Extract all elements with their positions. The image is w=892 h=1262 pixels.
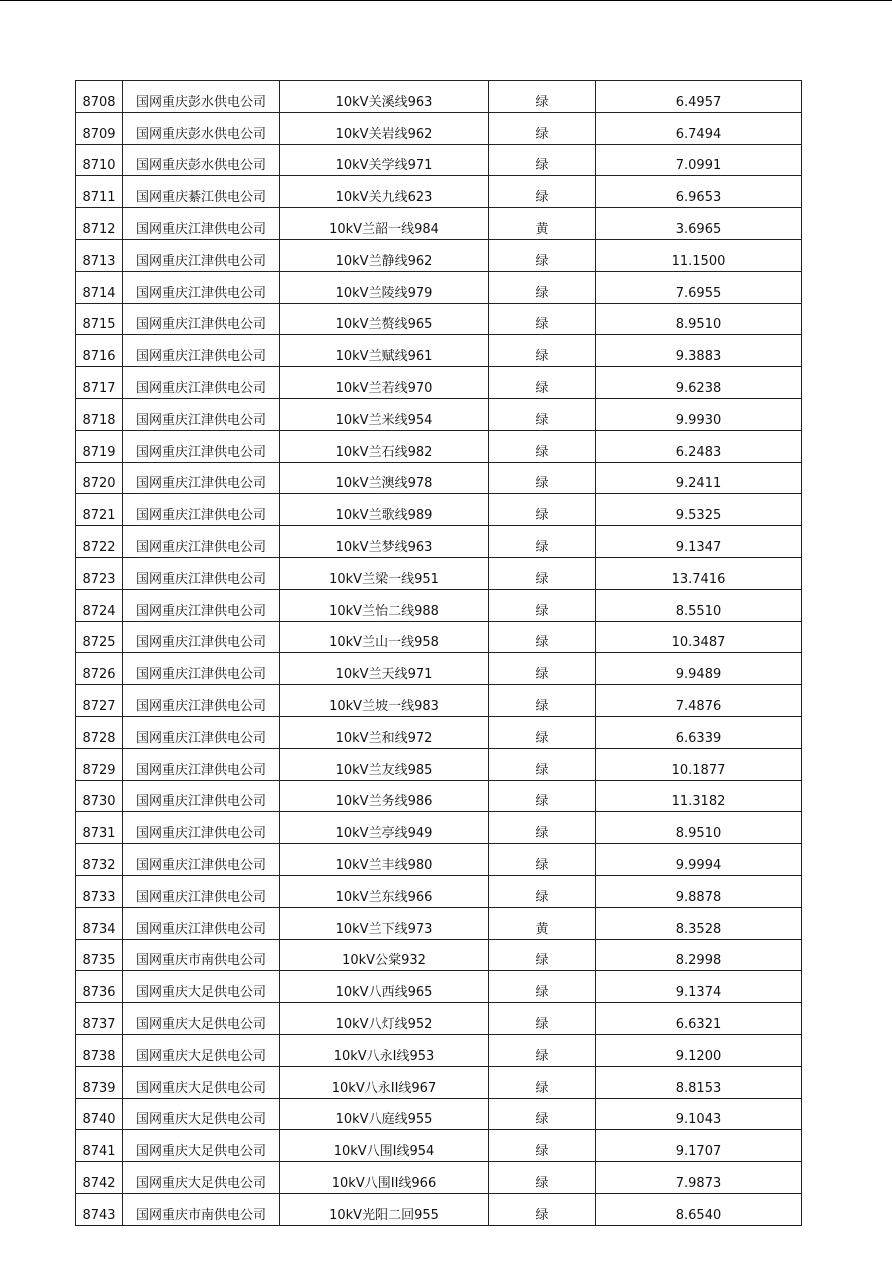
cell-number: 8732: [76, 844, 123, 876]
cell-company: 国网重庆江津供电公司: [123, 685, 280, 717]
cell-status: 绿: [489, 81, 596, 113]
cell-number: 8723: [76, 557, 123, 589]
cell-line-name: 10kV兰石线982: [280, 430, 489, 462]
cell-value: 8.6540: [596, 1193, 802, 1225]
cell-line-name: 10kV兰梁一线951: [280, 557, 489, 589]
cell-status: 绿: [489, 1098, 596, 1130]
cell-number: 8720: [76, 462, 123, 494]
table-row: [76, 685, 802, 717]
cell-status: 绿: [489, 653, 596, 685]
cell-company: 国网重庆江津供电公司: [123, 748, 280, 780]
cell-number: 8729: [76, 748, 123, 780]
cell-status: 绿: [489, 875, 596, 907]
cell-line-name: 10kV兰若线970: [280, 367, 489, 399]
table-row: [76, 462, 802, 494]
cell-number: 8735: [76, 939, 123, 971]
cell-line-name: 10kV兰米线954: [280, 398, 489, 430]
cell-line-name: 10kV兰下线973: [280, 907, 489, 939]
cell-status: 绿: [489, 748, 596, 780]
cell-status: 绿: [489, 971, 596, 1003]
cell-number: 8709: [76, 112, 123, 144]
cell-value: 8.5510: [596, 589, 802, 621]
table-row: [76, 176, 802, 208]
cell-number: 8741: [76, 1130, 123, 1162]
cell-status: 绿: [489, 335, 596, 367]
table-row: [76, 526, 802, 558]
cell-line-name: 10kV兰赋线961: [280, 335, 489, 367]
table-row: [76, 780, 802, 812]
cell-line-name: 10kV兰和线972: [280, 716, 489, 748]
table-row: [76, 1130, 802, 1162]
cell-status: 绿: [489, 1034, 596, 1066]
table-row: [76, 208, 802, 240]
cell-number: 8739: [76, 1066, 123, 1098]
cell-number: 8721: [76, 494, 123, 526]
cell-line-name: 10kV关溪线963: [280, 81, 489, 113]
cell-status: 绿: [489, 780, 596, 812]
cell-status: 黄: [489, 208, 596, 240]
cell-number: 8715: [76, 303, 123, 335]
cell-status: 绿: [489, 239, 596, 271]
cell-status: 绿: [489, 367, 596, 399]
cell-number: 8722: [76, 526, 123, 558]
cell-line-name: 10kV兰东线966: [280, 875, 489, 907]
cell-company: 国网重庆江津供电公司: [123, 812, 280, 844]
cell-company: 国网重庆江津供电公司: [123, 335, 280, 367]
cell-status: 绿: [489, 1193, 596, 1225]
table-row: [76, 939, 802, 971]
cell-number: 8718: [76, 398, 123, 430]
cell-number: 8711: [76, 176, 123, 208]
cell-line-name: 10kV兰陵线979: [280, 271, 489, 303]
cell-value: 9.9930: [596, 398, 802, 430]
cell-company: 国网重庆江津供电公司: [123, 621, 280, 653]
cell-company: 国网重庆江津供电公司: [123, 557, 280, 589]
cell-status: 绿: [489, 1130, 596, 1162]
cell-value: 9.2411: [596, 462, 802, 494]
table-row: [76, 1098, 802, 1130]
cell-company: 国网重庆江津供电公司: [123, 430, 280, 462]
cell-value: 6.2483: [596, 430, 802, 462]
cell-value: 8.9510: [596, 812, 802, 844]
cell-value: 3.6965: [596, 208, 802, 240]
cell-status: 绿: [489, 939, 596, 971]
cell-value: 6.6339: [596, 716, 802, 748]
cell-number: 8737: [76, 1003, 123, 1035]
table-row: [76, 81, 802, 113]
table-row: [76, 1193, 802, 1225]
cell-status: 绿: [489, 430, 596, 462]
cell-number: 8736: [76, 971, 123, 1003]
cell-status: 绿: [489, 144, 596, 176]
cell-number: 8712: [76, 208, 123, 240]
table-row: [76, 748, 802, 780]
cell-value: 6.9653: [596, 176, 802, 208]
cell-status: 绿: [489, 844, 596, 876]
cell-value: 9.1200: [596, 1034, 802, 1066]
cell-number: 8742: [76, 1162, 123, 1194]
cell-line-name: 10kV八灯线952: [280, 1003, 489, 1035]
table-row: [76, 844, 802, 876]
cell-status: 绿: [489, 1066, 596, 1098]
table-body: [76, 81, 802, 1226]
table-row: [76, 716, 802, 748]
cell-status: 绿: [489, 271, 596, 303]
cell-company: 国网重庆江津供电公司: [123, 303, 280, 335]
table-row: [76, 971, 802, 1003]
cell-number: 8710: [76, 144, 123, 176]
cell-value: 9.1374: [596, 971, 802, 1003]
cell-value: 9.5325: [596, 494, 802, 526]
cell-value: 10.3487: [596, 621, 802, 653]
table-row: [76, 144, 802, 176]
table-row: [76, 1003, 802, 1035]
cell-line-name: 10kV兰友线985: [280, 748, 489, 780]
cell-line-name: 10kV兰坡一线983: [280, 685, 489, 717]
cell-number: 8743: [76, 1193, 123, 1225]
cell-company: 国网重庆江津供电公司: [123, 716, 280, 748]
cell-number: 8726: [76, 653, 123, 685]
cell-company: 国网重庆大足供电公司: [123, 1034, 280, 1066]
page-top-rule: [0, 0, 892, 1]
cell-value: 7.0991: [596, 144, 802, 176]
cell-value: 9.9994: [596, 844, 802, 876]
cell-company: 国网重庆江津供电公司: [123, 462, 280, 494]
cell-company: 国网重庆市南供电公司: [123, 1193, 280, 1225]
cell-value: 10.1877: [596, 748, 802, 780]
table-row: [76, 907, 802, 939]
cell-status: 绿: [489, 685, 596, 717]
cell-value: 8.2998: [596, 939, 802, 971]
cell-number: 8740: [76, 1098, 123, 1130]
cell-company: 国网重庆彭水供电公司: [123, 81, 280, 113]
cell-company: 国网重庆江津供电公司: [123, 367, 280, 399]
cell-value: 9.9489: [596, 653, 802, 685]
cell-line-name: 10kV兰歌线989: [280, 494, 489, 526]
cell-company: 国网重庆大足供电公司: [123, 1066, 280, 1098]
cell-company: 国网重庆江津供电公司: [123, 589, 280, 621]
cell-value: 7.9873: [596, 1162, 802, 1194]
table-row: [76, 398, 802, 430]
data-table-container: [75, 80, 802, 1226]
table-row: [76, 621, 802, 653]
cell-number: 8733: [76, 875, 123, 907]
cell-value: 8.3528: [596, 907, 802, 939]
cell-company: 国网重庆大足供电公司: [123, 1098, 280, 1130]
cell-value: 6.7494: [596, 112, 802, 144]
cell-line-name: 10kV关岩线962: [280, 112, 489, 144]
cell-company: 国网重庆江津供电公司: [123, 907, 280, 939]
cell-company: 国网重庆江津供电公司: [123, 398, 280, 430]
cell-company: 国网重庆江津供电公司: [123, 653, 280, 685]
cell-line-name: 10kV公棠932: [280, 939, 489, 971]
table-row: [76, 557, 802, 589]
table-row: [76, 335, 802, 367]
cell-company: 国网重庆大足供电公司: [123, 1003, 280, 1035]
cell-value: 9.1347: [596, 526, 802, 558]
cell-status: 黄: [489, 907, 596, 939]
cell-status: 绿: [489, 398, 596, 430]
cell-line-name: 10kV兰怡二线988: [280, 589, 489, 621]
table-row: [76, 271, 802, 303]
cell-number: 8708: [76, 81, 123, 113]
cell-status: 绿: [489, 1003, 596, 1035]
table-row: [76, 589, 802, 621]
cell-line-name: 10kV八永I线953: [280, 1034, 489, 1066]
cell-status: 绿: [489, 621, 596, 653]
cell-line-name: 10kV兰丰线980: [280, 844, 489, 876]
cell-line-name: 10kV八围I线954: [280, 1130, 489, 1162]
cell-value: 7.4876: [596, 685, 802, 717]
cell-status: 绿: [489, 1162, 596, 1194]
cell-status: 绿: [489, 462, 596, 494]
cell-value: 9.1043: [596, 1098, 802, 1130]
cell-status: 绿: [489, 589, 596, 621]
cell-line-name: 10kV兰山一线958: [280, 621, 489, 653]
cell-status: 绿: [489, 303, 596, 335]
cell-value: 8.8153: [596, 1066, 802, 1098]
cell-line-name: 10kV兰赘线965: [280, 303, 489, 335]
cell-number: 8717: [76, 367, 123, 399]
cell-number: 8731: [76, 812, 123, 844]
cell-value: 11.3182: [596, 780, 802, 812]
cell-line-name: 10kV八围II线966: [280, 1162, 489, 1194]
table-row: [76, 1066, 802, 1098]
cell-status: 绿: [489, 526, 596, 558]
cell-line-name: 10kV八西线965: [280, 971, 489, 1003]
cell-line-name: 10kV兰梦线963: [280, 526, 489, 558]
table-row: [76, 1034, 802, 1066]
cell-company: 国网重庆大足供电公司: [123, 971, 280, 1003]
table-row: [76, 875, 802, 907]
cell-value: 9.8878: [596, 875, 802, 907]
cell-value: 6.6321: [596, 1003, 802, 1035]
cell-status: 绿: [489, 494, 596, 526]
cell-value: 7.6955: [596, 271, 802, 303]
table-row: [76, 1162, 802, 1194]
cell-company: 国网重庆市南供电公司: [123, 939, 280, 971]
cell-number: 8716: [76, 335, 123, 367]
table-row: [76, 653, 802, 685]
cell-number: 8727: [76, 685, 123, 717]
cell-line-name: 10kV关学线971: [280, 144, 489, 176]
data-table: [75, 80, 802, 1226]
cell-line-name: 10kV兰韶一线984: [280, 208, 489, 240]
cell-status: 绿: [489, 812, 596, 844]
cell-status: 绿: [489, 716, 596, 748]
table-row: [76, 239, 802, 271]
cell-line-name: 10kV八庭线955: [280, 1098, 489, 1130]
cell-company: 国网重庆江津供电公司: [123, 780, 280, 812]
table-row: [76, 812, 802, 844]
cell-company: 国网重庆大足供电公司: [123, 1130, 280, 1162]
cell-company: 国网重庆彭水供电公司: [123, 144, 280, 176]
cell-company: 国网重庆江津供电公司: [123, 844, 280, 876]
cell-company: 国网重庆江津供电公司: [123, 494, 280, 526]
cell-line-name: 10kV兰天线971: [280, 653, 489, 685]
table-row: [76, 303, 802, 335]
table-row: [76, 367, 802, 399]
cell-company: 国网重庆綦江供电公司: [123, 176, 280, 208]
cell-line-name: 10kV八永II线967: [280, 1066, 489, 1098]
cell-line-name: 10kV关九线623: [280, 176, 489, 208]
cell-line-name: 10kV兰澳线978: [280, 462, 489, 494]
cell-number: 8730: [76, 780, 123, 812]
cell-value: 9.3883: [596, 335, 802, 367]
table-row: [76, 430, 802, 462]
cell-number: 8725: [76, 621, 123, 653]
cell-company: 国网重庆江津供电公司: [123, 271, 280, 303]
cell-number: 8734: [76, 907, 123, 939]
cell-number: 8738: [76, 1034, 123, 1066]
cell-company: 国网重庆江津供电公司: [123, 875, 280, 907]
cell-value: 13.7416: [596, 557, 802, 589]
cell-status: 绿: [489, 112, 596, 144]
cell-company: 国网重庆彭水供电公司: [123, 112, 280, 144]
cell-number: 8724: [76, 589, 123, 621]
cell-line-name: 10kV光阳二回955: [280, 1193, 489, 1225]
cell-number: 8719: [76, 430, 123, 462]
cell-company: 国网重庆大足供电公司: [123, 1162, 280, 1194]
cell-company: 国网重庆江津供电公司: [123, 239, 280, 271]
cell-line-name: 10kV兰务线986: [280, 780, 489, 812]
cell-value: 9.1707: [596, 1130, 802, 1162]
cell-value: 8.9510: [596, 303, 802, 335]
cell-value: 11.1500: [596, 239, 802, 271]
cell-number: 8728: [76, 716, 123, 748]
cell-number: 8713: [76, 239, 123, 271]
cell-line-name: 10kV兰静线962: [280, 239, 489, 271]
cell-value: 6.4957: [596, 81, 802, 113]
cell-value: 9.6238: [596, 367, 802, 399]
table-row: [76, 112, 802, 144]
cell-status: 绿: [489, 176, 596, 208]
cell-company: 国网重庆江津供电公司: [123, 208, 280, 240]
cell-status: 绿: [489, 557, 596, 589]
cell-line-name: 10kV兰亭线949: [280, 812, 489, 844]
cell-company: 国网重庆江津供电公司: [123, 526, 280, 558]
cell-number: 8714: [76, 271, 123, 303]
table-row: [76, 494, 802, 526]
